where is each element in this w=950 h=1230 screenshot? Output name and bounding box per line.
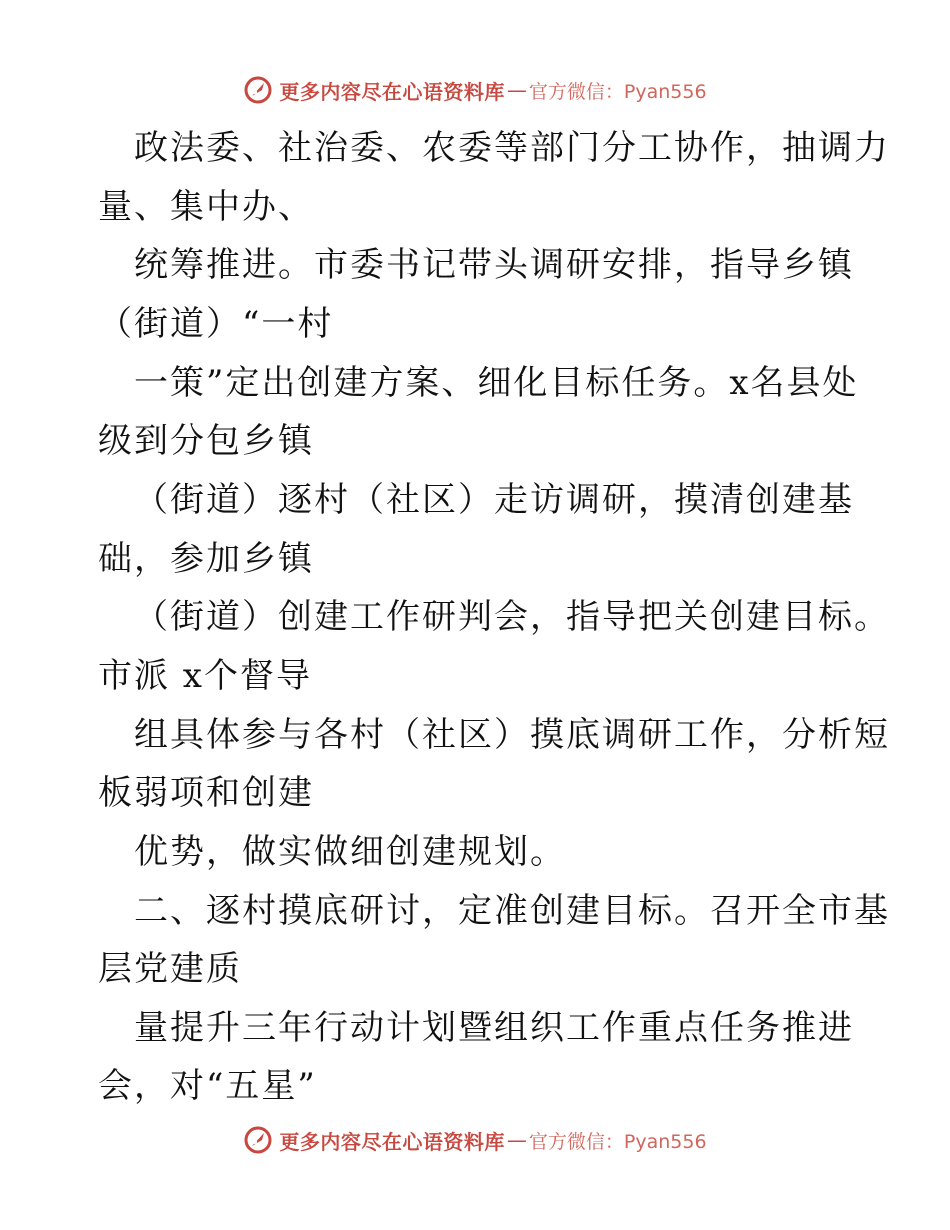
body-line: 层党建质 xyxy=(98,949,242,989)
header-wechat: 官方微信：Pyan556 xyxy=(528,80,707,103)
body-line: 政法委、社治委、农委等部门分工协作，抽调力 xyxy=(134,128,890,168)
footer-wechat: 官方微信：Pyan556 xyxy=(528,1130,707,1153)
body-line: （街道）创建工作研判会，指导把关创建目标。 xyxy=(134,597,890,637)
body-line: 二、逐村摸底研讨，定准创建目标。召开全市基 xyxy=(134,891,890,931)
body-line: 量提升三年行动计划暨组织工作重点任务推进 xyxy=(134,1008,854,1048)
body-line: 统筹推进。市委书记带头调研安排，指导乡镇 xyxy=(134,245,854,285)
body-line: 会，对“五星” xyxy=(98,1066,317,1106)
quill-circle-icon xyxy=(243,1125,273,1155)
body-line: 级到分包乡镇 xyxy=(98,421,314,461)
body-line: 板弱项和创建 xyxy=(98,773,314,813)
footer-banner xyxy=(0,1122,950,1158)
body-line: 组具体参与各村（社区）摸底调研工作，分析短 xyxy=(134,715,890,755)
header-brand: 更多内容尽在心语资料库 xyxy=(279,79,505,104)
body-line: （街道）逐村（社区）走访调研，摸清创建基 xyxy=(134,480,854,520)
body-line: 优势，做实做细创建规划。 xyxy=(134,832,566,872)
header-banner xyxy=(0,72,950,108)
body-line: （街道）“一村 xyxy=(98,304,334,344)
body-line: 市派 x个督导 xyxy=(98,656,312,696)
body-line: 础，参加乡镇 xyxy=(98,539,314,579)
quill-circle-icon xyxy=(243,75,273,105)
footer-separator: — xyxy=(506,1128,527,1152)
body-line: 一策”定出创建方案、细化目标任务。x名县处 xyxy=(134,363,859,403)
footer-brand: 更多内容尽在心语资料库 xyxy=(279,1129,505,1154)
header-separator: — xyxy=(506,78,527,102)
body-line: 量、集中办、 xyxy=(98,187,314,227)
